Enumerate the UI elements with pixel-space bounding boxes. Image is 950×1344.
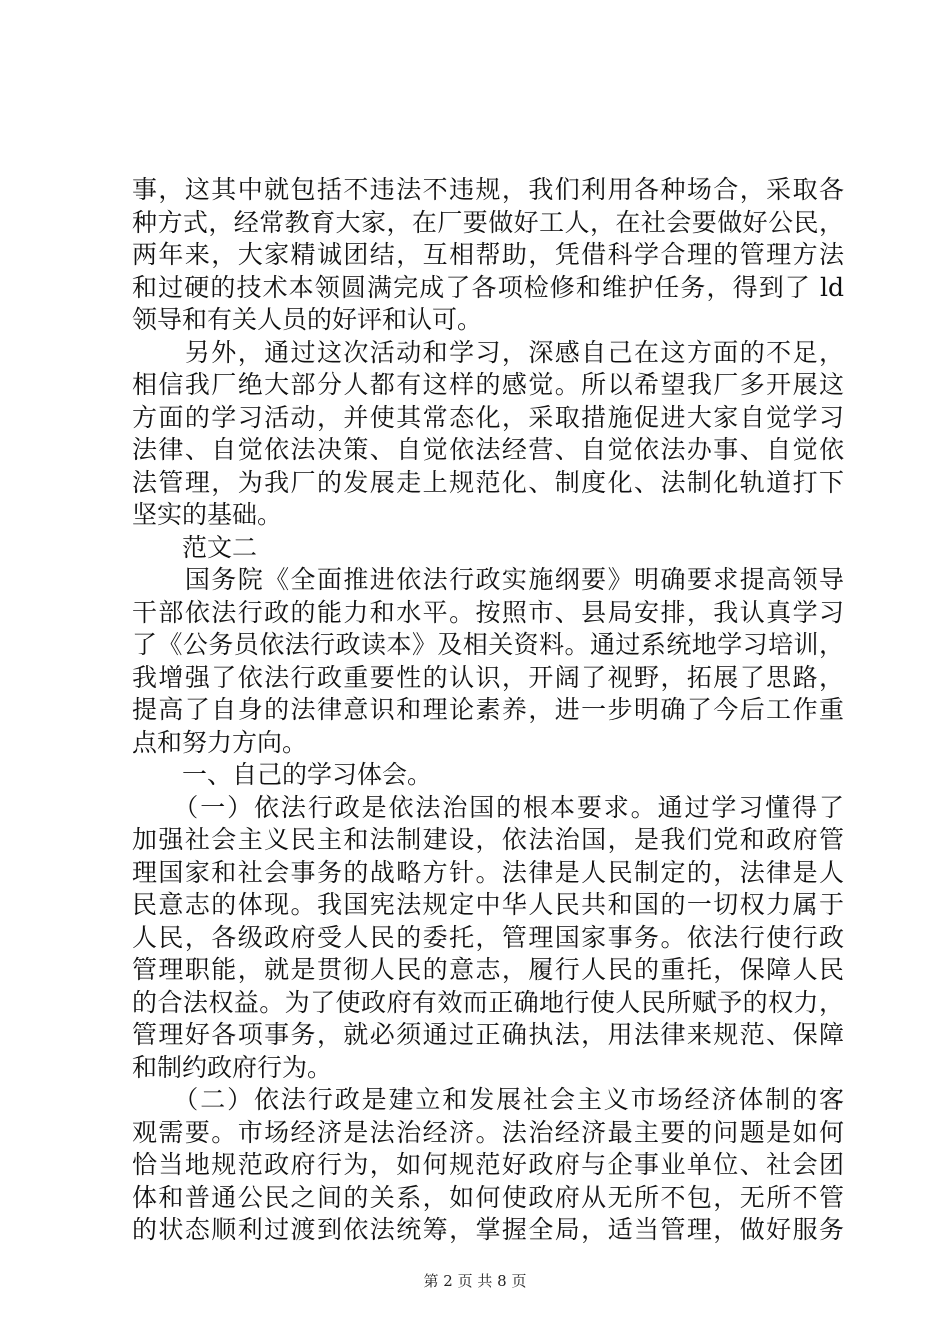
text-line: 的合法权益。为了使政府有效而正确地行使人民所赋予的权力， bbox=[132, 987, 844, 1017]
text-line: 了《公务员依法行政读本》及相关资料。通过系统地学习培训， bbox=[132, 630, 844, 659]
text-line: 我增强了依法行政重要性的认识，开阔了视野，拓展了思路， bbox=[132, 662, 844, 692]
document-body bbox=[132, 174, 844, 1247]
text-line: 和过硬的技术本领圆满完成了各项检修和维护任务，得到了 ld bbox=[132, 272, 844, 302]
text-line: 加强社会主义民主和法制建设，依法治国，是我们党和政府管 bbox=[132, 825, 844, 854]
text-line: 国务院《全面推进依法行政实施纲要》明确要求提高领导 bbox=[132, 565, 844, 594]
text-line: 点和努力方向。 bbox=[132, 727, 308, 757]
text-line: 和制约政府行为。 bbox=[132, 1052, 333, 1082]
text-line: 领导和有关人员的好评和认可。 bbox=[132, 305, 483, 334]
page-number-label: 第 2 页 共 8 页 bbox=[423, 1272, 527, 1290]
text-line: 相信我厂绝大部分人都有这样的感觉。所以希望我厂多开展这 bbox=[132, 370, 844, 399]
text-line: （一）依法行政是依法治国的根本要求。通过学习懂得了 bbox=[132, 792, 844, 822]
text-line: 恰当地规范政府行为，如何规范好政府与企事业单位、社会团 bbox=[132, 1150, 844, 1179]
text-line: 坚实的基础。 bbox=[132, 500, 283, 529]
text-line: 理国家和社会事务的战略方针。法律是人民制定的，法律是人 bbox=[132, 857, 844, 887]
text-line: 一、自己的学习体会。 bbox=[132, 760, 433, 789]
text-line: 人民，各级政府受人民的委托，管理国家事务。依法行使行政 bbox=[132, 922, 844, 952]
text-line: 的状态顺利过渡到依法统筹，掌握全局，适当管理，做好服务 bbox=[132, 1215, 844, 1244]
text-line: 民意志的体现。我国宪法规定中华人民共和国的一切权力属于 bbox=[132, 890, 844, 919]
text-line: 两年来，大家精诚团结，互相帮助，凭借科学合理的管理方法 bbox=[132, 240, 844, 269]
text-line: 方面的学习活动，并使其常态化，采取措施促进大家自觉学习 bbox=[132, 402, 844, 432]
text-line: 另外，通过这次活动和学习，深感自己在这方面的不足， bbox=[132, 337, 844, 367]
text-line: 干部依法行政的能力和水平。按照市、县局安排，我认真学习 bbox=[132, 597, 844, 627]
text-line: 范文二 bbox=[132, 532, 258, 562]
text-line: 体和普通公民之间的关系，如何使政府从无所不包，无所不管 bbox=[132, 1182, 844, 1212]
text-line: 提高了自身的法律意识和理论素养，进一步明确了今后工作重 bbox=[132, 695, 844, 724]
text-line: 法律、自觉依法决策、自觉依法经营、自觉依法办事、自觉依 bbox=[132, 435, 844, 464]
text-line: 事，这其中就包括不违法不违规，我们利用各种场合，采取各 bbox=[132, 175, 844, 204]
text-line: 管理职能，就是贯彻人民的意志，履行人民的重托，保障人民 bbox=[132, 955, 844, 984]
text-line: 法管理，为我厂的发展走上规范化、制度化、法制化轨道打下 bbox=[132, 467, 844, 497]
text-line: 观需要。市场经济是法治经济。法治经济最主要的问题是如何 bbox=[132, 1117, 844, 1147]
page-footer bbox=[0, 1271, 950, 1291]
text-line: （二）依法行政是建立和发展社会主义市场经济体制的客 bbox=[132, 1085, 844, 1114]
text-line: 种方式，经常教育大家，在厂要做好工人，在社会要做好公民， bbox=[132, 207, 844, 237]
text-line: 管理好各项事务，就必须通过正确执法，用法律来规范、保障 bbox=[132, 1020, 844, 1049]
